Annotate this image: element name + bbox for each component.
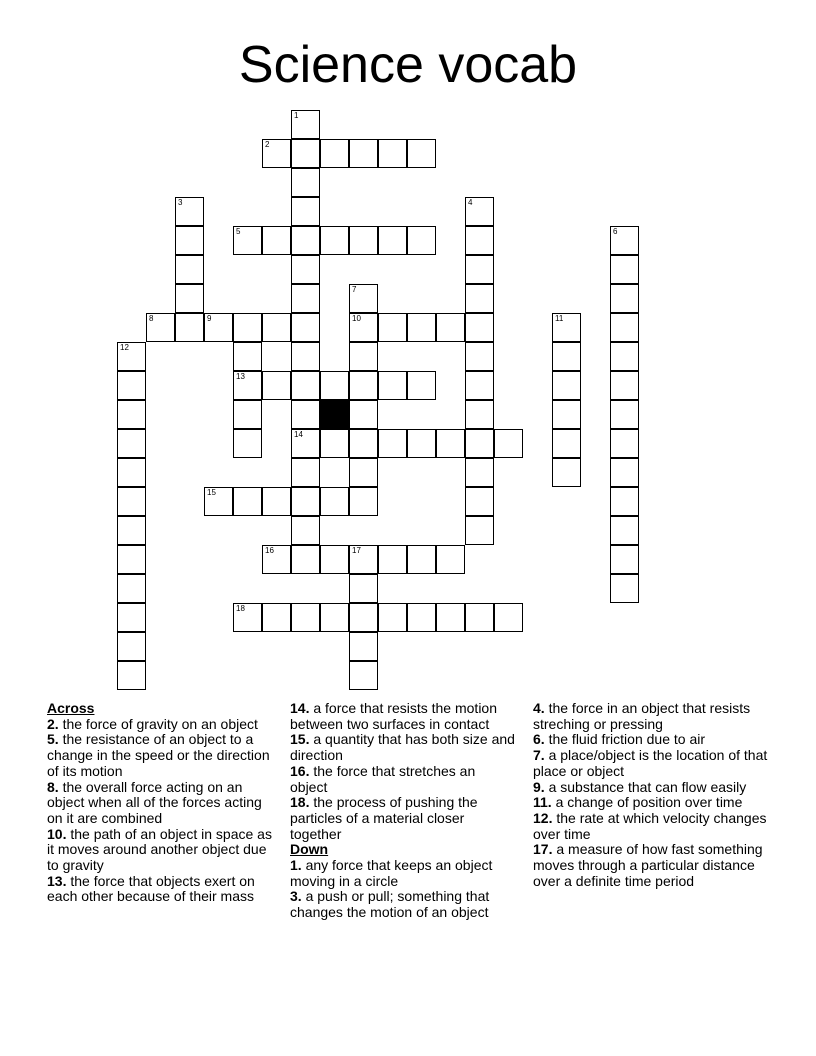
grid-cell[interactable] — [291, 487, 320, 516]
clue-number: 7. — [533, 747, 545, 764]
clue-number: 16. — [290, 762, 310, 779]
grid-cell[interactable] — [610, 545, 639, 574]
clue-number-label: 11 — [555, 313, 564, 323]
clue-text: a push or pull; something that changes the motion of an object — [290, 888, 490, 921]
grid-cell[interactable] — [291, 400, 320, 429]
grid-cell[interactable] — [204, 313, 233, 342]
grid-cell[interactable] — [117, 342, 146, 371]
clue-item — [533, 732, 768, 748]
grid-cell[interactable] — [262, 139, 291, 168]
grid-cell[interactable] — [320, 603, 349, 632]
grid-cell[interactable] — [204, 487, 233, 516]
clue-number: 5. — [47, 731, 59, 748]
clues-column-2 — [290, 701, 515, 921]
clue-text: any force that keeps an object moving in a circle — [290, 857, 493, 889]
grid-cell[interactable] — [117, 545, 146, 574]
grid-cell[interactable] — [117, 400, 146, 429]
grid-cell[interactable] — [233, 429, 262, 458]
clue-number-label: 4 — [468, 197, 473, 207]
grid-cell[interactable] — [262, 487, 291, 516]
grid-cell[interactable] — [610, 371, 639, 400]
grid-cell[interactable] — [349, 371, 378, 400]
grid-cell[interactable] — [233, 371, 262, 400]
grid-cell[interactable] — [552, 400, 581, 429]
clue-item — [290, 701, 515, 732]
grid-cell[interactable] — [291, 545, 320, 574]
clue-number: 9. — [533, 778, 545, 795]
clue-item — [290, 732, 515, 763]
grid-cell[interactable] — [407, 313, 436, 342]
clue-number: 14. — [290, 700, 310, 716]
grid-cell[interactable] — [465, 400, 494, 429]
grid-cell[interactable] — [349, 342, 378, 371]
clue-number: 17. — [533, 841, 553, 858]
grid-cell[interactable] — [117, 516, 146, 545]
grid-cell[interactable] — [233, 342, 262, 371]
grid-cell[interactable] — [291, 284, 320, 313]
grid-cell[interactable] — [349, 429, 378, 458]
clue-number-label: 3 — [178, 197, 183, 207]
grid-cell[interactable] — [291, 313, 320, 342]
grid-cell[interactable] — [378, 429, 407, 458]
clue-item — [533, 795, 768, 811]
grid-cell[interactable] — [349, 226, 378, 255]
grid-cell[interactable] — [291, 371, 320, 400]
grid-cell[interactable] — [349, 603, 378, 632]
clue-text: a quantity that has both size and direction — [290, 731, 515, 764]
grid-cell[interactable] — [465, 458, 494, 487]
clue-number-label: 17 — [352, 545, 361, 555]
grid-cell[interactable] — [552, 371, 581, 400]
grid-cell[interactable] — [117, 603, 146, 632]
grid-cell[interactable] — [320, 545, 349, 574]
clue-text: a force that resists the motion between two surfaces in contact — [290, 700, 497, 732]
grid-cell[interactable] — [378, 545, 407, 574]
grid-cell[interactable] — [233, 603, 262, 632]
across-heading: Across — [47, 700, 95, 716]
grid-cell[interactable] — [610, 458, 639, 487]
clue-number-label: 1 — [294, 110, 299, 120]
clue-item — [290, 889, 515, 920]
grid-cell[interactable] — [262, 371, 291, 400]
clue-item — [533, 701, 768, 732]
clue-text: the rate at which velocity changes over time — [533, 809, 767, 842]
grid-cell[interactable] — [320, 226, 349, 255]
grid-cell[interactable] — [320, 371, 349, 400]
clue-number: 11. — [533, 794, 552, 811]
clue-number-label: 6 — [613, 226, 618, 236]
clue-item — [47, 717, 281, 733]
grid-cell[interactable] — [117, 574, 146, 603]
grid-cell[interactable] — [465, 284, 494, 313]
clue-number: 4. — [533, 700, 545, 716]
grid-cell[interactable] — [436, 313, 465, 342]
clue-number-label: 12 — [120, 342, 129, 352]
grid-cell[interactable] — [552, 313, 581, 342]
grid-cell[interactable] — [610, 226, 639, 255]
grid-cell[interactable] — [610, 342, 639, 371]
grid-cell[interactable] — [610, 284, 639, 313]
clue-number: 3. — [290, 888, 302, 905]
clue-text: the force that stretches an object — [290, 762, 476, 795]
grid-cell[interactable] — [117, 487, 146, 516]
grid-cell[interactable] — [610, 429, 639, 458]
clue-number: 1. — [290, 857, 302, 874]
grid-cell[interactable] — [436, 545, 465, 574]
clue-text: a change of position over time — [555, 794, 743, 811]
grid-cell[interactable] — [262, 545, 291, 574]
grid-cell[interactable] — [378, 371, 407, 400]
clue-item — [533, 811, 768, 842]
clue-item — [290, 795, 515, 842]
clue-text: the fluid friction due to air — [548, 731, 705, 748]
grid-cell[interactable] — [291, 168, 320, 197]
grid-cell[interactable] — [291, 516, 320, 545]
grid-cell[interactable] — [291, 458, 320, 487]
grid-cell[interactable] — [117, 371, 146, 400]
clue-item — [533, 780, 768, 796]
grid-cell[interactable] — [407, 545, 436, 574]
clue-number: 13. — [47, 872, 67, 889]
grid-cell[interactable] — [610, 574, 639, 603]
grid-cell[interactable] — [262, 603, 291, 632]
clue-item — [290, 764, 515, 795]
grid-cell[interactable] — [349, 487, 378, 516]
clue-number: 2. — [47, 715, 59, 732]
grid-cell[interactable] — [320, 487, 349, 516]
clue-number: 12. — [533, 809, 553, 826]
grid-cell[interactable] — [465, 487, 494, 516]
clue-text: the force that objects exert on each other because of their mass — [47, 872, 255, 905]
clue-text: a place/object is the location of that place or object — [533, 747, 768, 779]
clue-number-label: 13 — [236, 371, 245, 381]
clue-number-label: 7 — [352, 284, 357, 294]
down-heading: Down — [290, 841, 329, 858]
grid-cell[interactable] — [175, 226, 204, 255]
grid-cell[interactable] — [349, 545, 378, 574]
grid-cell[interactable] — [552, 429, 581, 458]
clue-text: the force of gravity on an object — [62, 715, 258, 732]
grid-cell[interactable] — [378, 313, 407, 342]
clue-text: the overall force acting on an object when all of the forces acting on it are combined — [47, 778, 262, 826]
black-cell — [320, 400, 349, 429]
down-clue-list — [290, 858, 515, 921]
grid-cell[interactable] — [117, 429, 146, 458]
grid-cell[interactable] — [465, 516, 494, 545]
grid-cell[interactable] — [291, 110, 320, 139]
clue-number-label: 5 — [236, 226, 241, 236]
clue-text: the resistance of an object to a change in the speed or the direction of its motion — [47, 731, 270, 779]
grid-cell[interactable] — [262, 313, 291, 342]
grid-cell[interactable] — [378, 603, 407, 632]
grid-cell[interactable] — [465, 226, 494, 255]
grid-cell[interactable] — [262, 226, 291, 255]
grid-cell[interactable] — [349, 313, 378, 342]
grid-cell[interactable] — [610, 313, 639, 342]
clues-column-1 — [47, 701, 281, 905]
grid-cell[interactable] — [349, 661, 378, 690]
clue-text: the process of pushing the particles of a material closer together — [290, 794, 478, 842]
grid-cell[interactable] — [175, 284, 204, 313]
grid-cell[interactable] — [465, 313, 494, 342]
clue-number-label: 2 — [265, 139, 270, 149]
grid-cell[interactable] — [407, 371, 436, 400]
clue-item — [290, 858, 515, 889]
grid-cell[interactable] — [494, 429, 523, 458]
grid-cell[interactable] — [349, 632, 378, 661]
grid-cell[interactable] — [436, 603, 465, 632]
grid-cell[interactable] — [233, 313, 262, 342]
grid-cell[interactable] — [349, 574, 378, 603]
grid-cell[interactable] — [465, 255, 494, 284]
across-clue-list — [47, 717, 281, 905]
clue-number: 10. — [47, 825, 67, 842]
grid-cell[interactable] — [465, 429, 494, 458]
clue-item — [533, 748, 768, 779]
grid-cell[interactable] — [320, 139, 349, 168]
grid-cell[interactable] — [117, 661, 146, 690]
clues-column-3 — [533, 701, 768, 889]
clue-item — [47, 874, 281, 905]
clue-item — [533, 842, 768, 889]
grid-cell[interactable] — [233, 487, 262, 516]
grid-cell[interactable] — [349, 400, 378, 429]
grid-cell[interactable] — [117, 632, 146, 661]
grid-cell[interactable] — [175, 313, 204, 342]
grid-cell[interactable] — [465, 603, 494, 632]
grid-cell[interactable] — [291, 139, 320, 168]
clue-item — [47, 732, 281, 779]
clue-number-label: 16 — [265, 545, 274, 555]
grid-cell[interactable] — [349, 458, 378, 487]
clue-item — [47, 780, 281, 827]
clue-number-label: 18 — [236, 603, 245, 613]
grid-cell[interactable] — [349, 284, 378, 313]
grid-cell[interactable] — [291, 603, 320, 632]
grid-cell[interactable] — [552, 458, 581, 487]
page-title: Science vocab — [238, 36, 578, 94]
grid-cell[interactable] — [233, 226, 262, 255]
grid-cell[interactable] — [378, 139, 407, 168]
grid-cell[interactable] — [407, 226, 436, 255]
grid-cell[interactable] — [233, 400, 262, 429]
clue-number-label: 10 — [352, 313, 361, 323]
grid-cell[interactable] — [465, 342, 494, 371]
clue-text: a measure of how fast something moves through a particular distance over a definite time period — [533, 841, 763, 889]
grid-cell[interactable] — [291, 226, 320, 255]
grid-cell[interactable] — [494, 603, 523, 632]
grid-cell[interactable] — [349, 139, 378, 168]
grid-cell[interactable] — [291, 255, 320, 284]
clue-text: the force in an object that resists streching or pressing — [533, 700, 751, 732]
across-clue-list-continued — [290, 701, 515, 842]
grid-cell[interactable] — [552, 342, 581, 371]
grid-cell[interactable] — [465, 371, 494, 400]
grid-cell[interactable] — [610, 516, 639, 545]
clue-number-label: 15 — [207, 487, 216, 497]
grid-cell[interactable] — [175, 197, 204, 226]
grid-cell[interactable] — [407, 429, 436, 458]
clue-number-label: 14 — [294, 429, 303, 439]
grid-cell[interactable] — [610, 255, 639, 284]
clue-text: the path of an object in space as it moves around another object due to gravity — [47, 825, 272, 874]
grid-cell[interactable] — [291, 429, 320, 458]
grid-cell[interactable] — [117, 458, 146, 487]
clue-number: 8. — [47, 778, 59, 795]
grid-cell[interactable] — [378, 226, 407, 255]
down-clue-list-continued — [533, 701, 768, 889]
grid-cell[interactable] — [407, 603, 436, 632]
grid-cell[interactable] — [436, 429, 465, 458]
grid-cell[interactable] — [465, 197, 494, 226]
clue-number-label: 8 — [149, 313, 154, 323]
grid-cell[interactable] — [291, 197, 320, 226]
grid-cell[interactable] — [175, 255, 204, 284]
clue-item — [47, 827, 281, 874]
clue-number: 6. — [533, 731, 545, 748]
grid-cell[interactable] — [610, 487, 639, 516]
grid-cell[interactable] — [291, 342, 320, 371]
grid-cell[interactable] — [610, 400, 639, 429]
grid-cell[interactable] — [320, 429, 349, 458]
clue-number: 15. — [290, 731, 310, 748]
clue-text: a substance that can flow easily — [548, 778, 747, 795]
clue-number-label: 9 — [207, 313, 212, 323]
clue-number: 18. — [290, 794, 310, 811]
grid-cell[interactable] — [407, 139, 436, 168]
grid-cell[interactable] — [146, 313, 175, 342]
